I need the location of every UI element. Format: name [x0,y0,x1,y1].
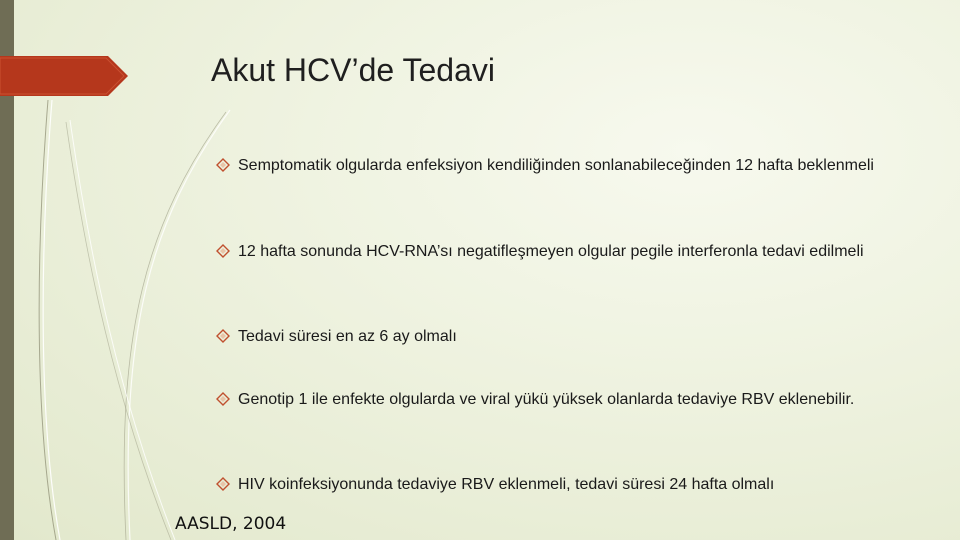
bullet-item [216,474,876,495]
accent-arrow-shape [0,56,128,96]
diamond-outline-icon [216,244,230,258]
bullet-item [216,155,876,176]
bullet-text: Genotip 1 ile enfekte olgularda ve viral yükü yüksek olanlarda tedaviye RBV eklenebilir. [238,391,855,408]
diamond-outline-icon [216,392,230,406]
bullet-item [216,241,876,262]
bullet-text: Semptomatik olgularda enfeksiyon kendiliğinden sonlanabileceğinden 12 hafta beklenmeli [238,157,874,174]
citation: AASLD, 2004 [175,514,287,534]
diamond-outline-icon [216,329,230,343]
slide-title: Akut HCV’de Tedavi [211,52,495,88]
bullet-text: HIV koinfeksiyonunda tedaviye RBV eklenmeli, tedavi süresi 24 hafta olmalı [238,476,775,493]
diamond-outline-icon [216,477,230,491]
bullet-text: 12 hafta sonunda HCV-RNA’sı negatifleşmeyen olgular pegile interferonla tedavi edilmeli [238,243,864,260]
bullet-item [216,326,876,347]
bullet-item [216,389,876,410]
bullet-text: Tedavi süresi en az 6 ay olmalı [238,328,457,345]
diamond-outline-icon [216,158,230,172]
